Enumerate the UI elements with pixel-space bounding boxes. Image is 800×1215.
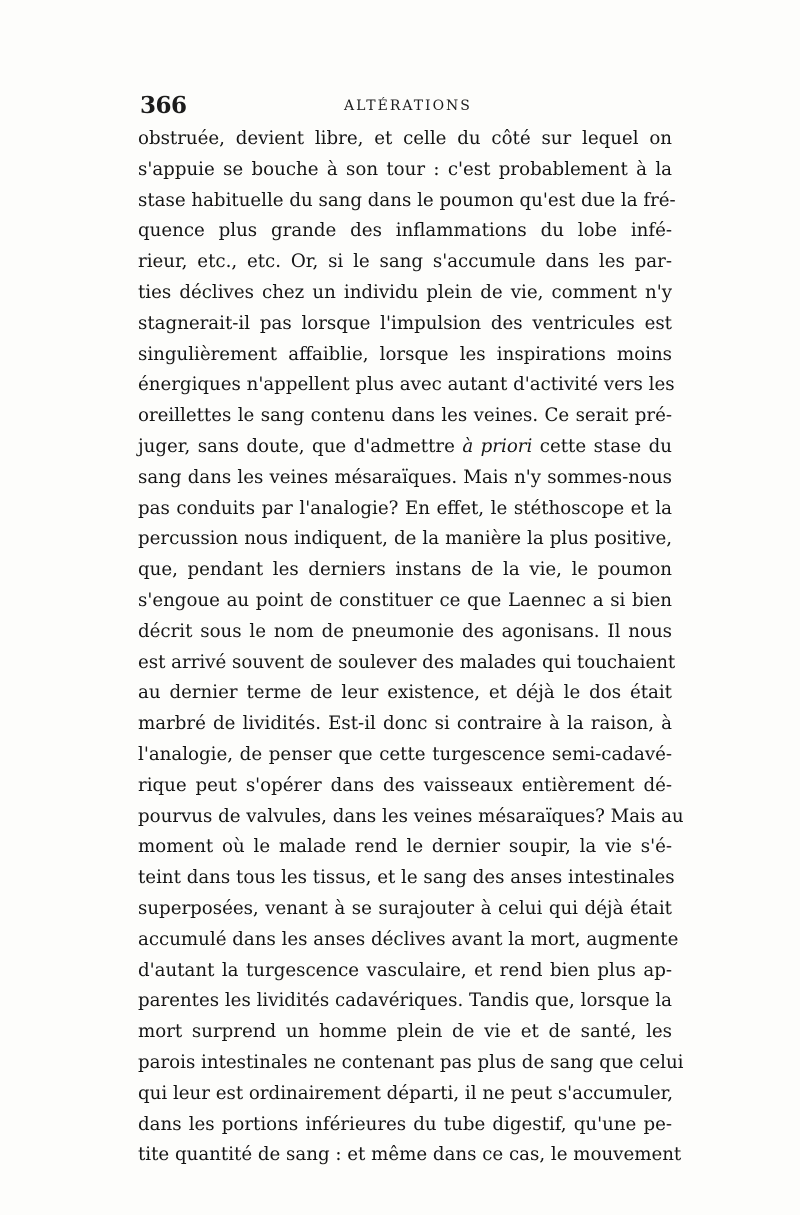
text-line: mort surprend un homme plein de vie et de santé, les bbox=[138, 1021, 672, 1043]
text-line: accumulé dans les anses déclives avant la mort, augmente bbox=[138, 928, 679, 950]
text-line: quence plus grande des inflammations du lobe infé- bbox=[138, 220, 672, 242]
text-line: marbré de lividités. Est-il donc si contraire à la raison, à bbox=[138, 713, 672, 735]
text-line: parois intestinales ne contenant pas plus de sang que celui bbox=[138, 1051, 684, 1073]
page-header bbox=[136, 92, 672, 122]
text-line: s'engoue au point de constituer ce que Laennec a si bien bbox=[138, 589, 672, 611]
text-line: est arrivé souvent de soulever des malades qui touchaient bbox=[138, 651, 676, 673]
text-line: rieur, etc., etc. Or, si le sang s'accumule dans les par- bbox=[138, 251, 672, 273]
text-line: qui leur est ordinairement départi, il ne peut s'accumuler, bbox=[138, 1082, 674, 1104]
text-line: tite quantité de sang : et même dans ce cas, le mouvement bbox=[138, 1144, 682, 1166]
text-line: rique peut s'opérer dans des vaisseaux entièrement dé- bbox=[138, 774, 672, 796]
text-line: obstruée, devient libre, et celle du côté sur lequel on bbox=[138, 128, 672, 149]
text-line: teint dans tous les tissus, et le sang des anses intestinales bbox=[138, 867, 675, 889]
text-line: sang dans les veines mésaraïques. Mais n'y sommes-nous bbox=[138, 466, 672, 488]
text-line: ties déclives chez un individu plein de vie, comment n'y bbox=[138, 281, 672, 303]
text-line: s'appuie se bouche à son tour : c'est probablement à la bbox=[138, 158, 672, 180]
text-line: superposées, venant à se surajouter à celui qui déjà était bbox=[138, 897, 672, 919]
italic-phrase: à priori bbox=[462, 435, 533, 457]
text-line: pas conduits par l'analogie? En effet, le stéthoscope et la bbox=[138, 497, 672, 519]
page-number: 366 bbox=[140, 92, 187, 119]
text-line: l'analogie, de penser que cette turgescence semi-cadavé- bbox=[138, 743, 672, 765]
text-line: décrit sous le nom de pneumonie des agonisans. Il nous bbox=[138, 620, 672, 642]
body-text bbox=[138, 124, 684, 1171]
text-line: juger, sans doute, que d'admettre à priori cette stase du bbox=[138, 435, 672, 457]
text-line: parentes les lividités cadavériques. Tandis que, lorsque la bbox=[138, 990, 672, 1012]
text-line: moment où le malade rend le dernier soupir, la vie s'é- bbox=[138, 836, 672, 858]
text-line: énergiques n'appellent plus avec autant d'activité vers les bbox=[138, 374, 675, 396]
text-line: singulièrement affaiblie, lorsque les inspirations moins bbox=[138, 343, 672, 365]
text-line: que, pendant les derniers instans de la vie, le poumon bbox=[138, 559, 672, 581]
text-line: au dernier terme de leur existence, et déjà le dos était bbox=[138, 682, 672, 704]
text-line: stase habituelle du sang dans le poumon qu'est due la fré- bbox=[138, 189, 676, 211]
text-line: pourvus de valvules, dans les veines mésaraïques? Mais au bbox=[138, 805, 684, 827]
text-line: oreillettes le sang contenu dans les veines. Ce serait pré- bbox=[138, 405, 672, 427]
text-line: d'autant la turgescence vasculaire, et rend bien plus ap- bbox=[138, 959, 672, 981]
text-line: dans les portions inférieures du tube digestif, qu'une pe- bbox=[138, 1113, 672, 1135]
text-line: percussion nous indiquent, de la manière la plus positive, bbox=[138, 528, 672, 550]
running-title: ALTÉRATIONS bbox=[344, 98, 472, 114]
text-line: stagnerait-il pas lorsque l'impulsion des ventricules est bbox=[138, 312, 672, 334]
